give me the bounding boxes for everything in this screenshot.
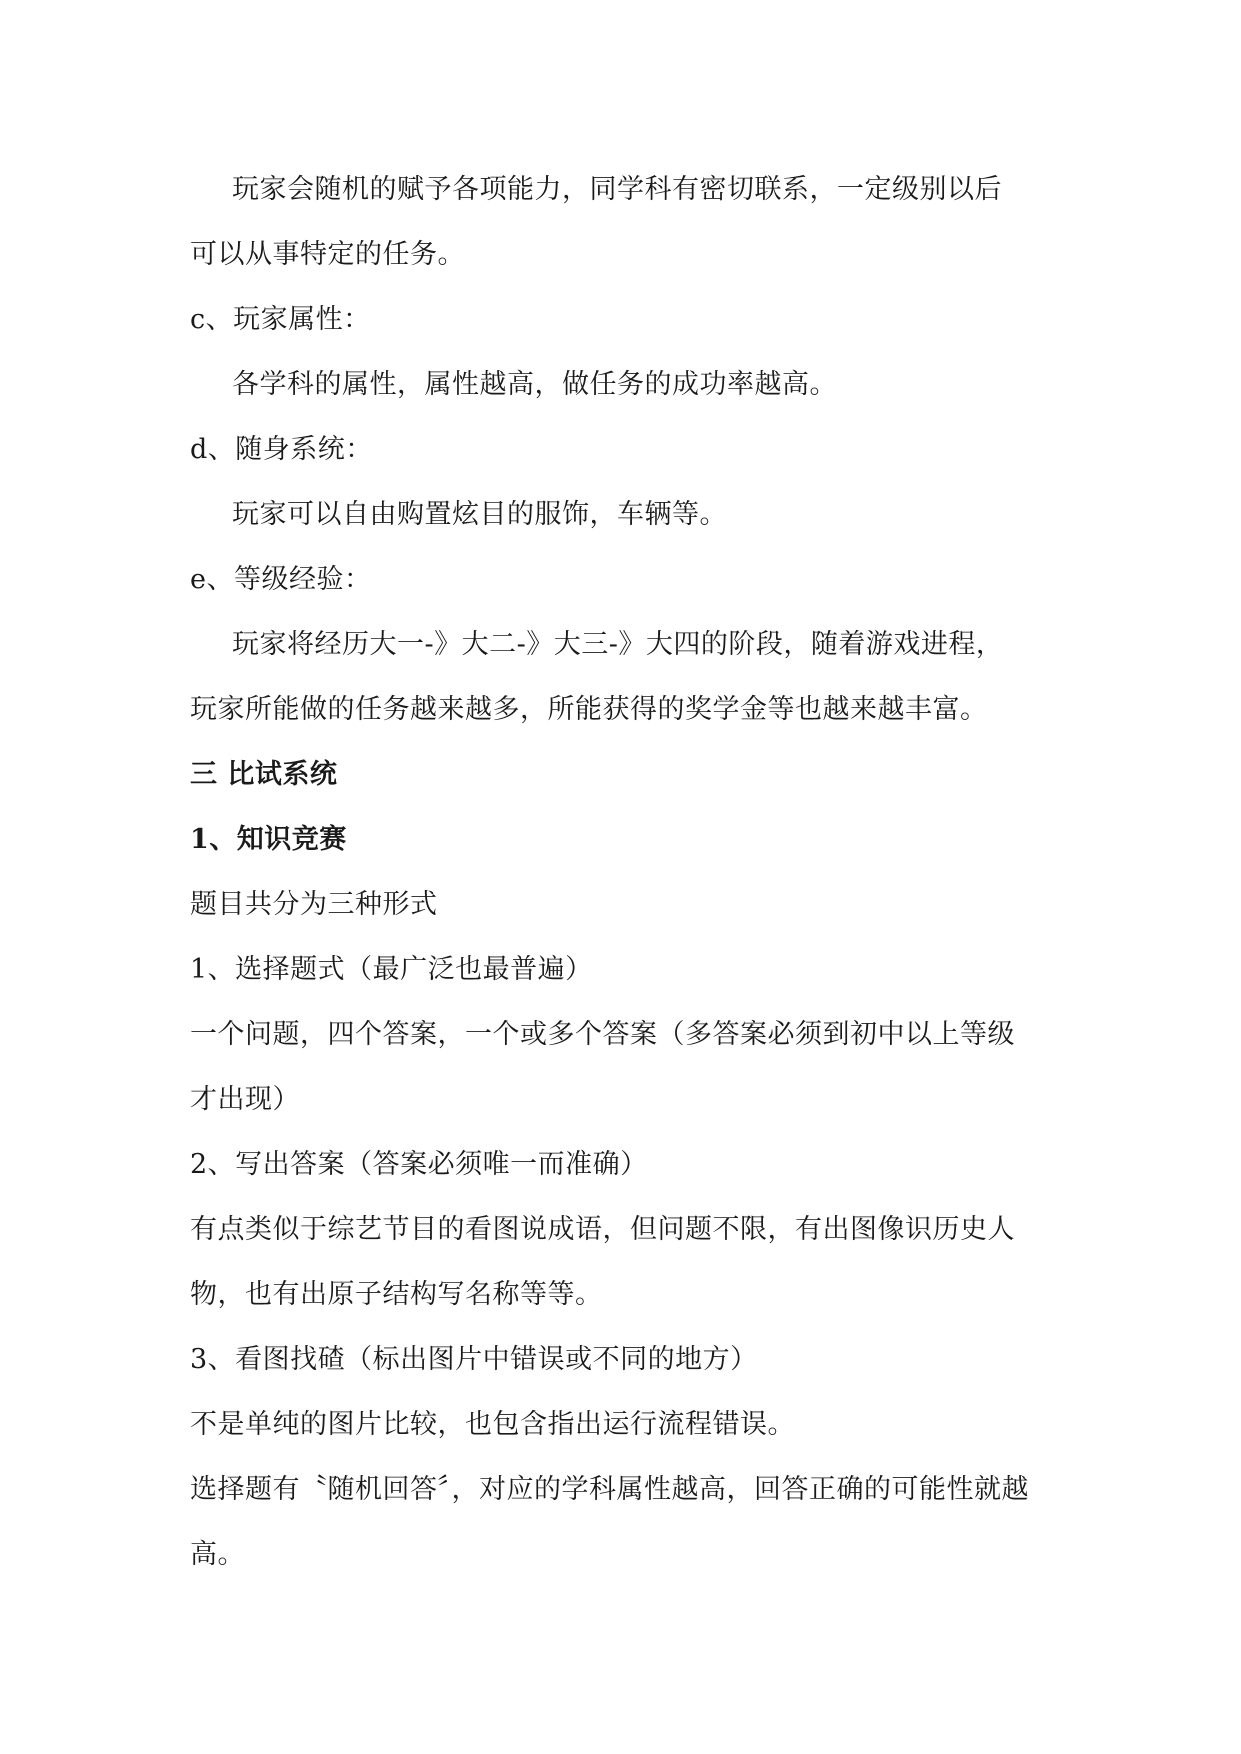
section-heading: 三 比试系统	[190, 759, 338, 790]
paragraph-line: 可以从事特定的任务。	[190, 239, 465, 270]
paragraph-line: 玩家将经历大一-》大二-》大三-》大四的阶段，随着游戏进程，	[232, 629, 1004, 660]
paragraph-line: 选择题有〝随机回答〞，对应的学科属性越高，回答正确的可能性就越	[190, 1474, 1029, 1505]
paragraph-line: 各学科的属性，属性越高，做任务的成功率越高。	[232, 369, 837, 400]
paragraph-line: 玩家可以自由购置炫目的服饰，车辆等。	[232, 499, 727, 530]
paragraph-line: 玩家会随机的赋予各项能力，同学科有密切联系，一定级别以后	[232, 174, 1002, 205]
paragraph-line: 不是单纯的图片比较，也包含指出运行流程错误。	[190, 1409, 795, 1440]
list-item-1: 1、选择题式（最广泛也最普遍）	[190, 954, 593, 985]
list-heading-c: c、玩家属性：	[190, 304, 371, 335]
paragraph-line: 一个问题，四个答案，一个或多个答案（多答案必须到初中以上等级	[190, 1019, 1015, 1050]
list-item-3: 3、看图找碴（标出图片中错误或不同的地方）	[190, 1344, 758, 1375]
paragraph-line: 玩家所能做的任务越来越多，所能获得的奖学金等也越来越丰富。	[190, 694, 988, 725]
paragraph-line: 才出现）	[190, 1084, 300, 1115]
paragraph-line: 高。	[190, 1539, 245, 1570]
subsection-heading: 1、知识竞赛	[190, 824, 347, 855]
list-heading-e: e、等级经验：	[190, 564, 372, 595]
paragraph-line: 题目共分为三种形式	[190, 889, 438, 920]
paragraph-line: 物，也有出原子结构写名称等等。	[190, 1279, 603, 1310]
paragraph-line: 有点类似于综艺节目的看图说成语，但问题不限，有出图像识历史人	[190, 1214, 1015, 1245]
list-heading-d: d、随身系统：	[190, 434, 373, 465]
list-item-2: 2、写出答案（答案必须唯一而准确）	[190, 1149, 648, 1180]
